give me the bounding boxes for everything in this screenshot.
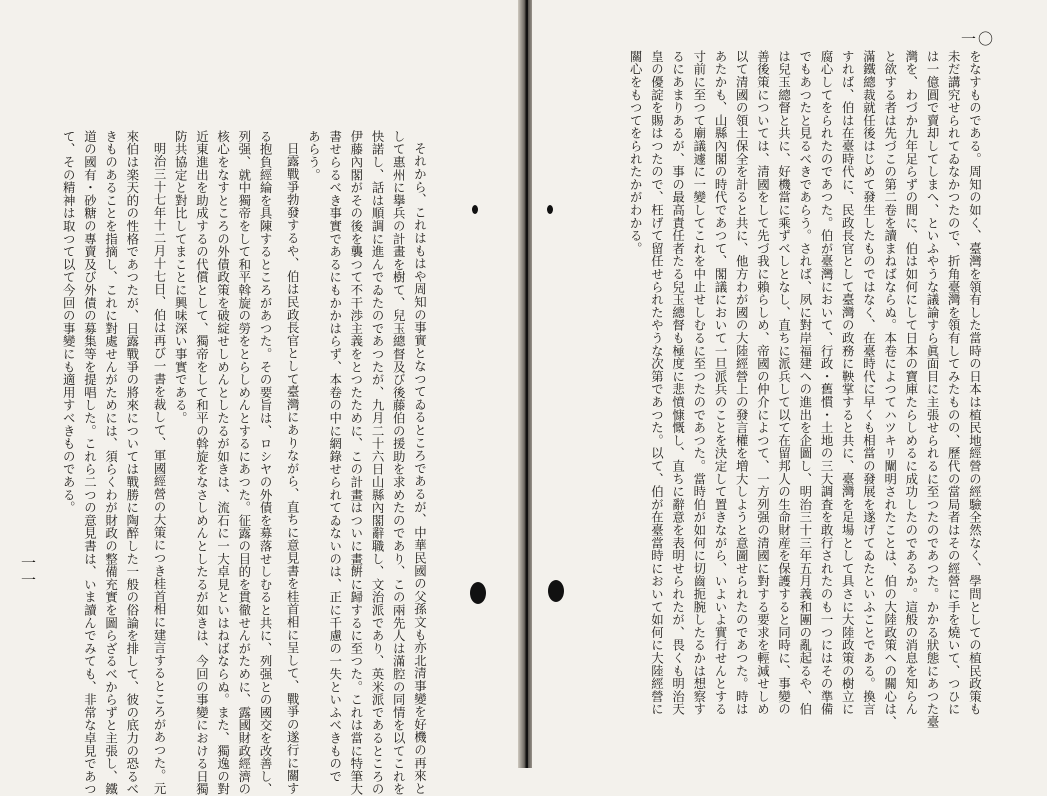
text-line: 滿鐵總裁就任後はじめて發生したものではなく、在臺時代に早くも相當の發展を遂げてゐたといふことである。換言 — [861, 50, 877, 716]
ink-spot — [470, 582, 486, 604]
ink-spot — [548, 580, 564, 602]
text-line: は兒玉總督と共に、好機當に乘ずべしとなし、直ちに派兵して以て在留邦人の生命財産を保護すると同時に、事變の — [776, 50, 792, 716]
left-page — [0, 0, 520, 796]
text-line: 善後策については、清國をして先づ我に賴らしめ、帝國の仲介によつて、一方列强の清國に對する要求を輕減せしめ — [755, 50, 771, 716]
page-number: 一〇 — [960, 30, 995, 48]
text-line: 伊藤內閣がその後を襲つて不干渉主義をとつたために、この計畫はついに畫餠に歸するに至つた。これは當に特筆大 — [348, 130, 364, 796]
right-page-body — [625, 50, 985, 729]
page-number: 一一 — [19, 555, 37, 589]
ink-spot — [547, 205, 553, 214]
text-line: と欲する者は先づこの第二卷を讀まねばならぬ。本卷によつてハツキリ闡明されたことは、伯の大陸政策への關心は、 — [882, 50, 898, 729]
text-line: る抱負經綸を具陳するところがあつた。その要旨は、ロシヤの外債を募落せしむると共に、列强との國交を改善し、 — [258, 130, 274, 796]
text-line: でもあつたと見るべきであらう。されば、夙に對岸福建への進出を企圖し、明治三十三年五月義和團の亂起るや、伯 — [797, 50, 813, 716]
text-line: 關心をもつてをられたかがわかる。 — [628, 50, 644, 255]
text-line: あらう。 — [306, 130, 322, 182]
text-line: 防共協定と對比してまことに興味深い事實である。 — [173, 130, 189, 425]
text-line: 來伯は楽天的の性格であつたが、日露戰爭の將來については戰勝に陶醉した一般の俗論を排して、彼の底力の恐るべ — [124, 130, 140, 796]
text-line: 近東進出を助成するの代償として、獨帝をして和平の斡旋をなさしめんとしたるが如きは、今回の事變における日獨 — [194, 130, 210, 796]
text-line: それから、これはもはや周知の事實となつてゐるところであるが、中華民國の父孫文も亦北清事變を好機の再來と — [412, 142, 428, 796]
text-line: 核心をなすところの外債政策を破綻せしめんとしたるが如きは、流石に一大卓見といはねばならぬ。また、獨逸の對 — [215, 130, 231, 796]
text-line: をなすものである。周知の如く、臺灣を領有した當時の日本は植民地經營の經驗全然なく、學問としての植民政策も — [967, 50, 983, 716]
text-line: 腐心してをられたのであつた。伯が臺灣において、行政・舊慣・土地の三大調査を敢行されたのも一つにはその準備 — [819, 50, 835, 716]
gutter-line — [526, 0, 528, 768]
text-line: 明治三十七年十二月十七日、伯は再び一書を裁して、軍國經營の大策につき桂首相に建言するところがあつた。元 — [152, 142, 168, 796]
text-line: 列强、就中獨帝をして和平斡旋の勞をとらしめんとするにあつた。征露の目的を貫徹せんがために、露國財政經濟の — [236, 130, 252, 796]
text-line: 未だ講究せられてゐなかつたので、折角臺灣を領有してみたものの、歷代の當局者はその經營に手を燒いて、つひに — [946, 50, 962, 716]
text-line: 日露戰爭勃發するや、伯は民政長官として臺灣にありながら、直ちに意見書を桂首相に呈して、戰爭の遂行に關す — [285, 142, 301, 796]
text-line: きものあることを指摘し、これに對處せんがためには、須らくわが財政の整備充實を圖らざるべからずと主張し、鐵 — [103, 130, 119, 796]
text-line: 寸前に至つて廟議遽に一變してこれを中止せしむるに至つたのであつた。當時伯が如何に切齒扼腕したるかは想察す — [691, 50, 707, 716]
text-line: るにあまりあるが、事の最高責任者たる兒玉總督も極度に悲憤慷慨し、直ちに辭意を表明せられたが、畏くも明治天 — [670, 50, 686, 716]
text-line: 皇の優諚を賜はつたので、枉げて留任せられたやうな次第であつた。以て、伯が在臺當時において如何に大陸經營に — [649, 50, 665, 716]
right-page — [530, 0, 1047, 768]
text-line: あたかも、山縣內閣の時代であつて、閣議において一旦派兵のことを決定して置きながら、いよいよ實行せんとする — [713, 50, 729, 716]
text-line: 以て清國の領土保全を計ると共に、他方わが國の大陸經營上の發言權を増大しようと意圖せられたのであつた。時は — [734, 50, 750, 716]
text-line: 灣を、わづか九年足らずの間に、伯は如何にして日本の寶庫たらしめるに成功したのであるか。這般の消息を知らん — [903, 50, 919, 716]
text-line: 道の國有・砂糖の專賣及び外債の募集等を提唱した。これら二つの意見書は、いま讀んでみても、非常な卓見であつ — [82, 130, 98, 796]
text-line: 書せらるべき事實であるにもかかはらず、本卷の中に網錄せられてゐないのは、正に千慮の一失といふべきもので — [327, 130, 343, 783]
text-line: すれば、伯は在臺時代に、民政長官として臺灣の政務に鞅掌すると共に、臺灣を足場として具さに大陸政策の樹立に — [840, 50, 856, 716]
text-line: 快諾し、話は順調に進んでゐたのであつたが、九月二十六日山縣內閣辭職し、文治派であり、英米派であるところの — [370, 130, 386, 796]
text-line: は一億圓で賣却してしまへ、といふやうな議論すら眞面目に主張せられるに至つたのであつた。かかる狀態にあつた臺 — [925, 50, 941, 729]
text-line: して惠州に擧兵の計畫を樹て、兒玉總督及び後藤伯の援助を求めたのであり、この兩先人は滿腔の同情を以てこれを — [391, 130, 407, 796]
left-page-body — [58, 130, 430, 796]
ink-spot — [472, 205, 478, 214]
text-line: て、その精神は取つて以て今回の事變にも適用すべきものである。 — [61, 130, 77, 514]
